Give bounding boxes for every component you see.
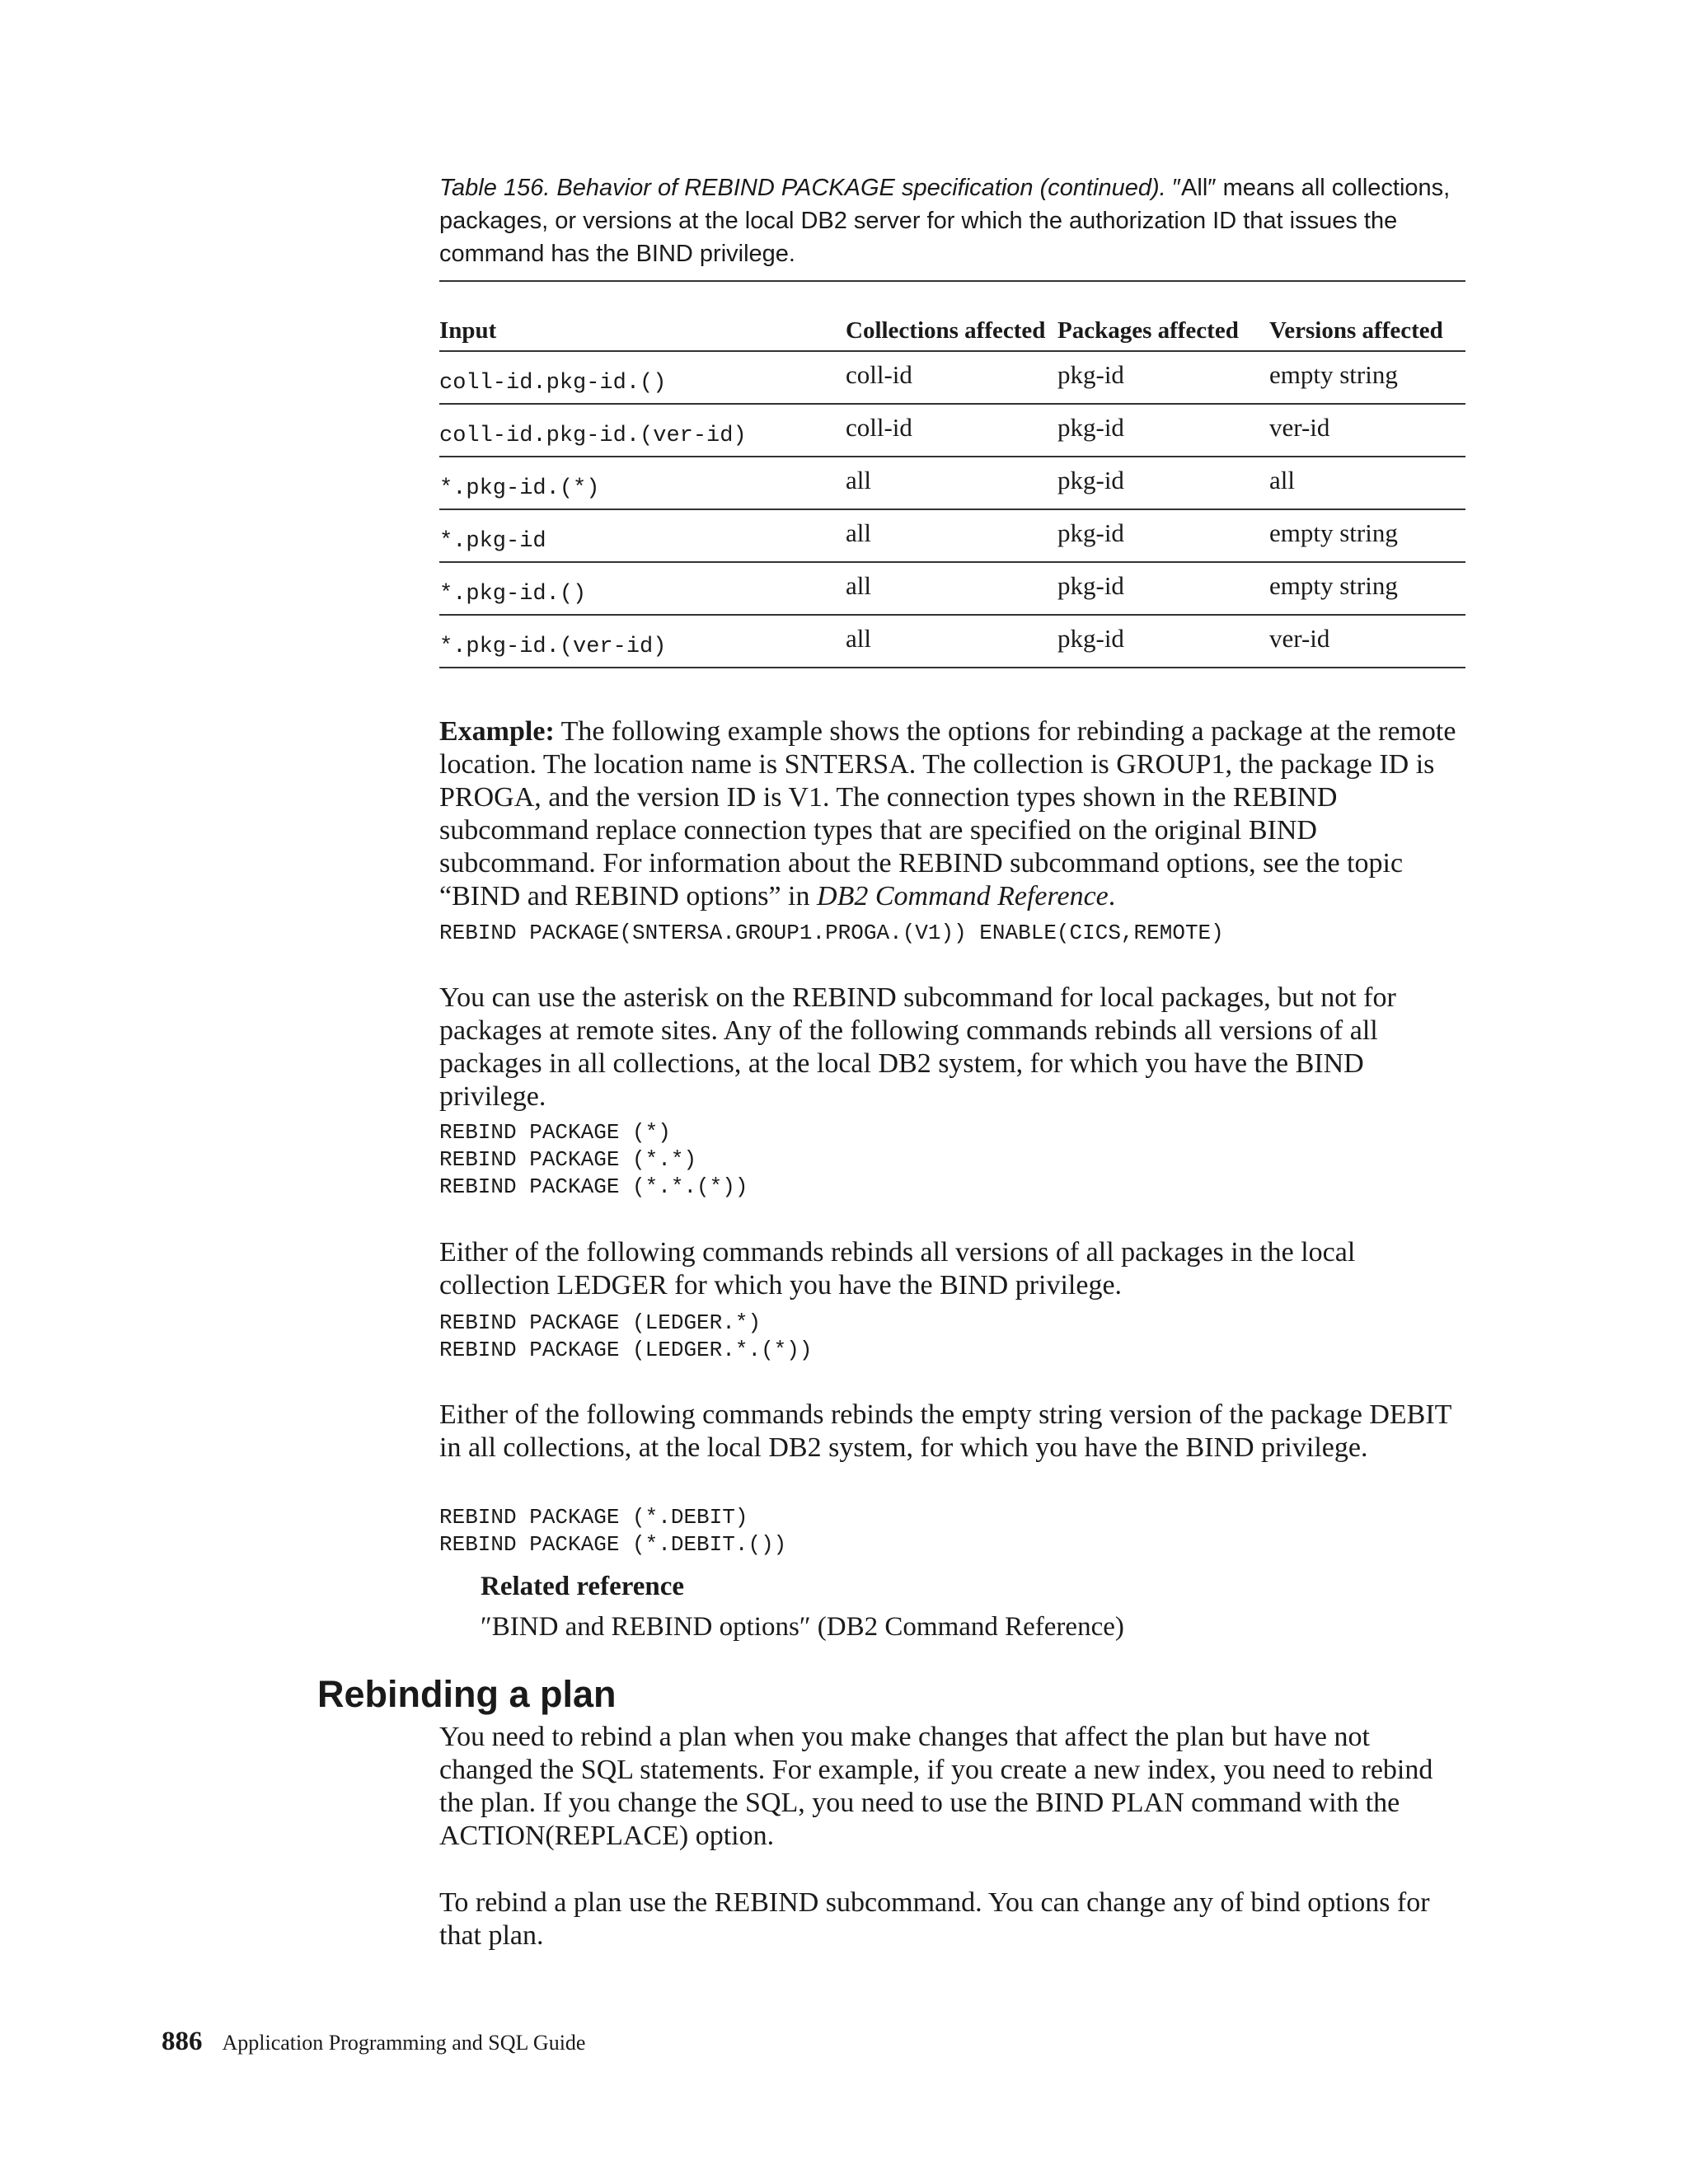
- cell-collections: coll-id: [846, 351, 1057, 404]
- page-number: 886: [162, 2027, 203, 2056]
- example-end: .: [1108, 881, 1116, 912]
- debit-code: REBIND PACKAGE (*.DEBIT) REBIND PACKAGE (*.DEBIT.()): [439, 1505, 787, 1557]
- section-heading: Rebinding a plan: [317, 1673, 617, 1715]
- cell-collections: coll-id: [846, 404, 1057, 457]
- rebind-plan-paragraph-1: You need to rebind a plan when you make changes that affect the plan but have not changed the SQL statements. For example, if you create a new index, you need to rebind the plan. If you change the SQL, you need to use the BIND PLAN command with the ACTION(REPLACE) option.: [439, 1722, 1433, 1851]
- page-footer: [162, 2027, 585, 2057]
- example-code: REBIND PACKAGE(SNTERSA.GROUP1.PROGA.(V1)) ENABLE(CICS,REMOTE): [439, 921, 1224, 945]
- cell-input: coll-id.pkg-id.(): [439, 351, 846, 404]
- table-row: [439, 562, 1465, 615]
- header-packages: Packages affected: [1057, 317, 1239, 344]
- table-caption-title: Table 156. Behavior of REBIND PACKAGE specification (continued).: [439, 175, 1166, 201]
- table-row: [439, 615, 1465, 668]
- cell-input: *.pkg-id.(*): [439, 457, 846, 509]
- rebind-plan-paragraph-2: To rebind a plan use the REBIND subcommand. You can change any of bind options for that plan.: [439, 1887, 1430, 1951]
- book-reference: DB2 Command Reference: [817, 881, 1109, 912]
- cell-versions: empty string: [1269, 351, 1465, 404]
- cell-packages: pkg-id: [1057, 509, 1269, 562]
- table-row: [439, 457, 1465, 509]
- example-label: Example:: [439, 716, 555, 747]
- cell-versions: ver-id: [1269, 404, 1465, 457]
- table-caption-text: ″All″ means all collections, packages, or versions at the local DB2 server for which the authorization ID that issues the command has the BIND privilege.: [439, 175, 1451, 267]
- book-title: Application Programming and SQL Guide: [222, 2031, 586, 2055]
- asterisk-paragraph: You can use the asterisk on the REBIND subcommand for local packages, but not for packages at remote sites. Any of the following commands rebinds all versions of all packages in all collections, at the local DB2 system, for which you have the BIND privilege.: [439, 982, 1396, 1112]
- table-row: [439, 404, 1465, 457]
- table-caption: [439, 171, 1470, 270]
- header-versions: Versions affected: [1269, 317, 1443, 344]
- table-row: [439, 351, 1465, 404]
- cell-collections: all: [846, 509, 1057, 562]
- cell-packages: pkg-id: [1057, 404, 1269, 457]
- debit-paragraph: Either of the following commands rebinds the empty string version of the package DEBIT in all collections, at the local DB2 system, for which you have the BIND privilege.: [439, 1399, 1451, 1463]
- example-text: The following example shows the options for rebinding a package at the remote location. The location name is SNTERSA. The collection is GROUP1, the package ID is PROGA, and the version ID is V1. The connection types shown in the REBIND subcommand replace connection types that are specified on the original BIND subcommand. For information about the REBIND subcommand options, see the topic “BIND and REBIND options” in: [439, 716, 1456, 912]
- cell-input: *.pkg-id: [439, 509, 846, 562]
- cell-packages: pkg-id: [1057, 351, 1269, 404]
- header-input: Input: [439, 317, 497, 344]
- cell-versions: all: [1269, 457, 1465, 509]
- related-reference-heading: Related reference: [481, 1572, 685, 1601]
- cell-versions: ver-id: [1269, 615, 1465, 668]
- cell-input: coll-id.pkg-id.(ver-id): [439, 404, 846, 457]
- header-collections: Collections affected: [846, 317, 1046, 344]
- ledger-code: REBIND PACKAGE (LEDGER.*) REBIND PACKAGE (LEDGER.*.(*)): [439, 1310, 813, 1362]
- table-header-row: [439, 281, 1465, 351]
- rebind-behavior-table: [439, 280, 1465, 668]
- cell-packages: pkg-id: [1057, 562, 1269, 615]
- cell-versions: empty string: [1269, 562, 1465, 615]
- cell-packages: pkg-id: [1057, 615, 1269, 668]
- cell-versions: empty string: [1269, 509, 1465, 562]
- cell-packages: pkg-id: [1057, 457, 1269, 509]
- example-paragraph: [439, 715, 1465, 913]
- related-reference-link[interactable]: ″BIND and REBIND options″ (DB2 Command Reference): [481, 1612, 1124, 1642]
- asterisk-code: REBIND PACKAGE (*) REBIND PACKAGE (*.*) REBIND PACKAGE (*.*.(*)): [439, 1120, 748, 1199]
- cell-input: *.pkg-id.(ver-id): [439, 615, 846, 668]
- table-row: [439, 509, 1465, 562]
- cell-input: *.pkg-id.(): [439, 562, 846, 615]
- ledger-paragraph: Either of the following commands rebinds all versions of all packages in the local collection LEDGER for which you have the BIND privilege.: [439, 1237, 1356, 1301]
- cell-collections: all: [846, 457, 1057, 509]
- cell-collections: all: [846, 615, 1057, 668]
- cell-collections: all: [846, 562, 1057, 615]
